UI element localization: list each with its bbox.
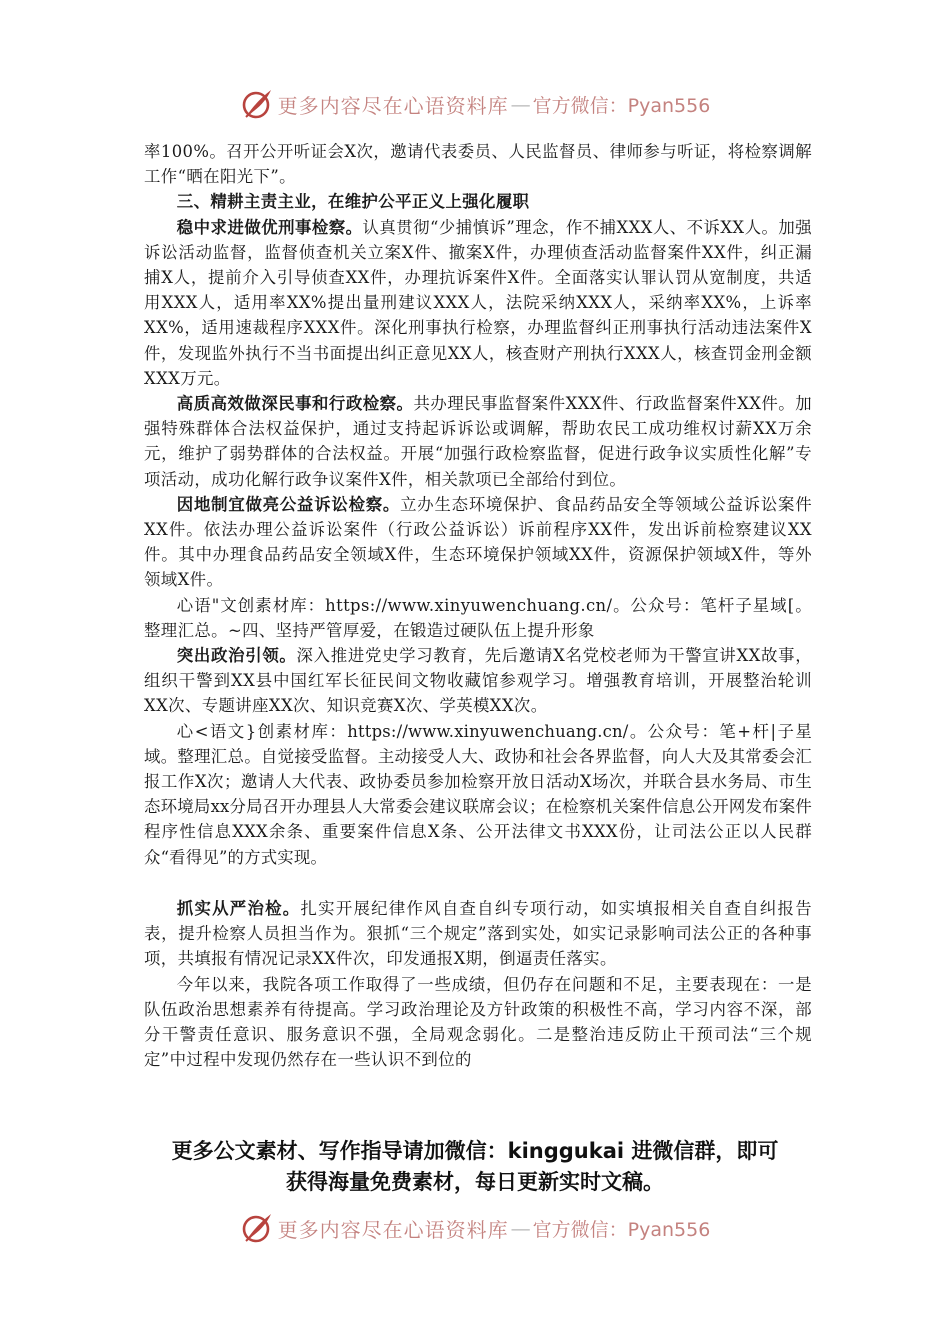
- quill-logo-icon: [240, 87, 274, 121]
- banner-separator: —: [510, 1216, 531, 1240]
- paragraph-text: 认真贯彻“少捕慎诉”理念，作不捕XXX人、不诉XX人。加强诉讼活动监督，监督侦查机关立案X件、撤案X件，办理侦查活动监督案件XX件，纠正漏捕X人，提前介入引导侦查XX件，办理抗诉案件X件。全面落实认罪认罚从宽制度，共适用XXX人，适用率XX%提出量刑建议XXX人，法院采纳XXX人，采纳率XX%，上诉率XX%，适用速裁程序XXX件。深化刑事执行检察，办理监督纠正刑事执行活动违法案件X件，发现监外执行不当书面提出纠正意见XX人，核查财产刑执行XXX人，核查罚金刑金额XXX万元。: [144, 217, 813, 388]
- promo-line-2: 获得海量免费素材，每日更新实时文稿。: [286, 1170, 664, 1194]
- document-body: [144, 139, 812, 1072]
- header-watermark-banner: [0, 84, 950, 124]
- paragraph-text: 扎实开展纪律作风自查自纠专项行动，如实填报相关自查自纠报告表，提升检察人员担当作为。狠抓“三个规定”落到实处，如实记录影响司法公正的各种事项，共填报有情况记录XX件次，印发通报X期，倒逼责任落实。: [144, 898, 812, 969]
- paragraph-text: 心语"文创素材库：https://www.xinyuwenchuang.cn/。公众号：笔杆子星域[。整理汇总。~四、坚持严管厚爱，在锻造过硬队伍上提升形象: [144, 595, 812, 640]
- paragraph-text: 共办理民事监督案件XXX件、行政监督案件XX件。加强特殊群体合法权益保护，通过支持起诉诉讼或调解，帮助农民工成功维权讨薪XX万余元，维护了弱势群体的合法权益。开展“加强行政检察监督，促进行政争议实质性化解”专项活动，成功化解行政争议案件X件，相关款项已全部给付到位。: [144, 394, 812, 489]
- paragraph-lead: 抓实从严治检。: [176, 898, 301, 918]
- banner-text: 更多内容尽在心语资料库: [277, 93, 509, 118]
- paragraph-text: 今年以来，我院各项工作取得了一些成绩，但仍存在问题和不足，主要表现在：一是队伍政治思想素养有待提高。学习政治理论及方针政策的积极性不高，学习内容不深，部分干警责任意识、服务意识不强，全局观念弱化。二是整治违反防止干预司法“三个规定”中过程中发现仍然存在一些认识不到位的: [144, 974, 812, 1070]
- paragraph: [144, 215, 812, 391]
- paragraph: [144, 391, 812, 492]
- paragraph-text: 三、精耕主责主业，在维护公平正义上强化履职: [176, 192, 530, 212]
- paragraph-text: 率100%。召开公开听证会X次，邀请代表委员、人民监督员、律师参与听证，将检察调解工作“晒在阳光下”。: [144, 142, 812, 187]
- paragraph-lead: 因地制宜做亮公益诉讼检察。: [176, 494, 401, 514]
- paragraph-lead: 稳中求进做优刑事检察。: [176, 217, 363, 237]
- banner-text: 更多内容尽在心语资料库: [277, 1217, 509, 1242]
- paragraph: [144, 643, 812, 719]
- paragraph: [144, 719, 812, 870]
- footer-watermark-banner: [0, 1208, 950, 1248]
- paragraph: [144, 896, 812, 972]
- paragraph-lead: 高质高效做深民事和行政检察。: [176, 394, 414, 414]
- paragraph-lead: 突出政治引领。: [176, 646, 297, 666]
- banner-separator: —: [510, 92, 531, 116]
- paragraph: [144, 139, 812, 189]
- paragraph-text: 立办生态环境保护、食品药品安全等领域公益诉讼案件XX件。依法办理公益诉讼案件（行政公益诉讼）诉前程序XX件，发出诉前检察建议XX件。其中办理食品药品安全领域X件，生态环境保护领域XX件，资源保护领域X件，等外领域X件。: [144, 494, 812, 590]
- paragraph: [144, 972, 812, 1073]
- banner-wechat: 官方微信：Pyan556: [532, 1218, 711, 1241]
- paragraph-text: 心<语文}创素材库：https://www.xinyuwenchuang.cn/。公众号：笔+杆|子星域。整理汇总。自觉接受监督。主动接受人大、政协和社会各界监督，向人大及其常委会汇报工作X次；邀请人大代表、政协委员参加检察开放日活动X场次，并联合县水务局、市生态环境局xx分局召开办理县人大常委会建议联席会议；在检察机关案件信息公开网发布案件程序性信息XXX余条、重要案件信息X条、公开法律文书XXX份，让司法公正以人民群众“看得见”的方式实现。: [144, 721, 812, 867]
- paragraph-text: 深入推进党史学习教育，先后邀请X名党校老师为干警宣讲XX故事，组织干警到XX县中国红军长征民间文物收藏馆参观学习。增强教育培训，开展整治轮训XX次、专题讲座XX次、知识竞赛X次、学英模XX次。: [144, 646, 812, 716]
- section-heading: [144, 189, 812, 214]
- paragraph: [144, 593, 812, 643]
- quill-logo-icon: [240, 1211, 274, 1245]
- promo-line-1: 更多公文素材、写作指导请加微信：kinggukai 进微信群，即可: [171, 1139, 779, 1163]
- paragraph: [144, 492, 812, 593]
- banner-wechat: 官方微信：Pyan556: [532, 94, 711, 117]
- promo-notice: [0, 1136, 950, 1198]
